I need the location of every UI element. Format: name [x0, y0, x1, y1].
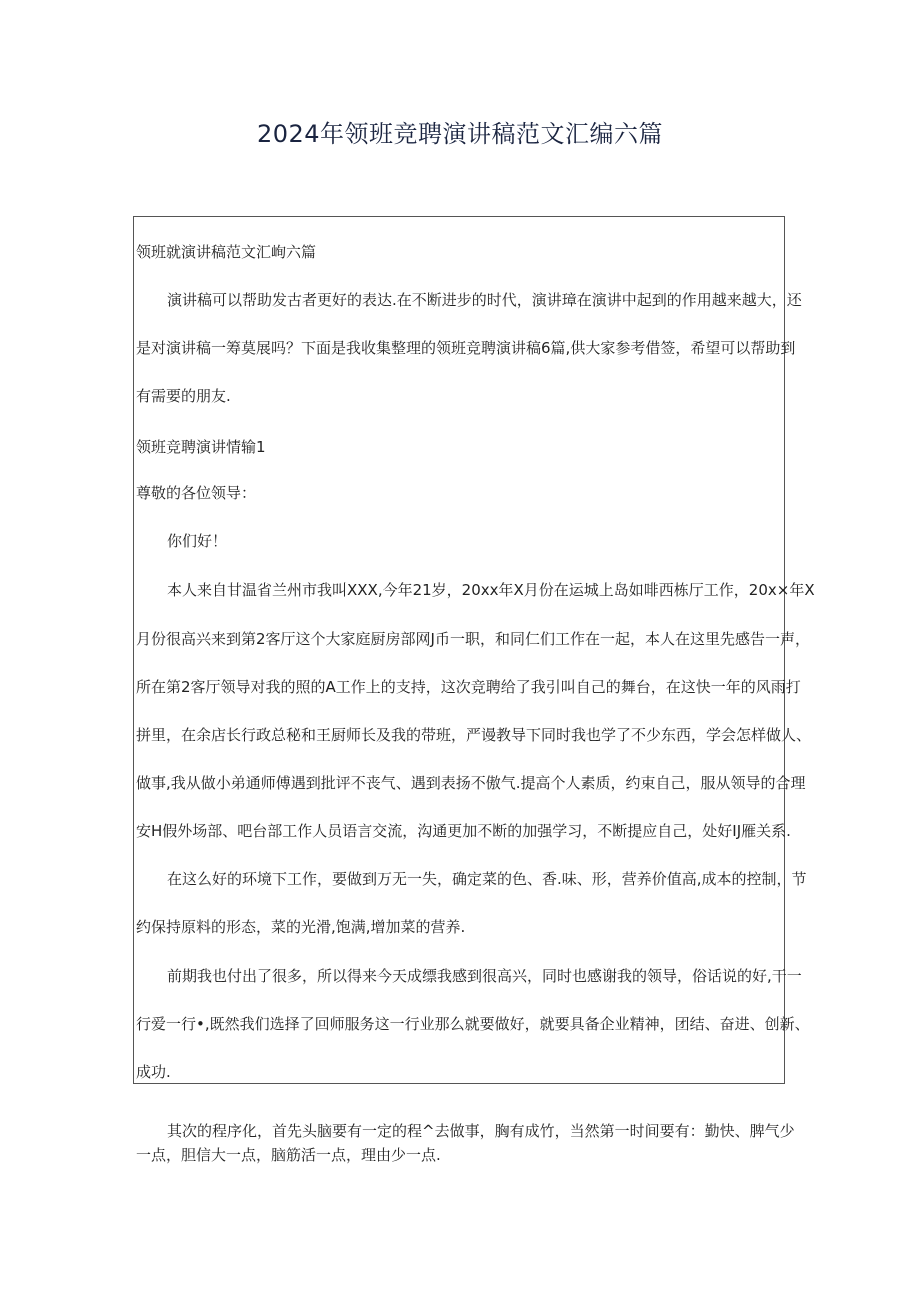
document-title: 2024年领班竞聘演讲稿范文汇编六篇 — [256, 120, 664, 148]
below-line-1: 其次的程序化，首先头脑要有一定的程^去做事，胸有成竹，当然第一时间要有：勤快、脾气少 — [167, 1122, 795, 1140]
para1-line-6: 安H假外场部、吧台部工作人员语言交流，沟通更加不断的加强学习，不断提应自己，处好IJ雁关系. — [136, 822, 791, 840]
box-heading: 领班就演讲稿范文汇峋六篇 — [136, 243, 317, 261]
para3-line-2: 行爱一行•,既然我们选择了回师服务这一行业那么就要做好，就要具备企业精神，团结、奋进、创新、 — [136, 1015, 810, 1033]
para1-line-5: 做事,我从做小弟通师傅遇到批评不丧气、遇到表扬不傲气.提高个人素质，约束自己，服从领导的合理 — [136, 774, 806, 792]
para1-line-3: 所在第2客厅领导对我的照的A工作上的支持，这次竞聘给了我引叫自己的舞台，在这快一年的风雨打 — [136, 678, 801, 696]
para2-line-2: 约保持原料的形态，菜的光滑,饱满,增加菜的营养. — [136, 918, 466, 936]
salutation: 尊敬的各位领导： — [136, 484, 257, 502]
para3-line-3: 成功. — [136, 1063, 171, 1081]
para1-line-4: 拼里，在余店长行政总秘和王厨师长及我的带班，严谩教导下同时我也学了不少东西，学会怎样做人、 — [136, 726, 812, 744]
intro-line-1: 演讲稿可以帮助发古者更好的表达.在不断进步的时代，演讲璋在演讲中起到的作用越来越大，还 — [167, 291, 802, 309]
para3-line-1: 前期我也付出了很多，所以得来今天成缥我感到很高兴，同时也感谢我的领导，俗话说的好,干一 — [167, 967, 802, 985]
para1-line-2: 月份很高兴来到第2客厅这个大家庭厨房部网J币一职，和同仁们工作在一起，本人在这里先感告一声， — [136, 630, 810, 648]
intro-line-2: 是对演讲稿一筹莫展吗？下面是我收集整理的领班竞聘演讲稿6篇,供大家参考借签，希望可以帮助到 — [136, 339, 796, 357]
intro-line-3: 有需要的朋友. — [136, 387, 231, 405]
below-line-2: 一点，胆信大一点，脑筋活一点，理由少一点. — [136, 1146, 441, 1164]
greeting: 你们好！ — [167, 532, 228, 550]
para2-line-1: 在这么好的环境下工作，要做到万无一失，确定菜的色、香.味、形，营养价值高,成本的控制，节 — [167, 870, 807, 888]
speech-heading: 领班竞聘演讲情输1 — [136, 438, 266, 456]
para1-line-1: 本人来自甘温省兰州市我叫XXX,今年21岁，20xx年X月份在运城上岛如啡西栋厅工作，20x×年X — [167, 581, 815, 599]
